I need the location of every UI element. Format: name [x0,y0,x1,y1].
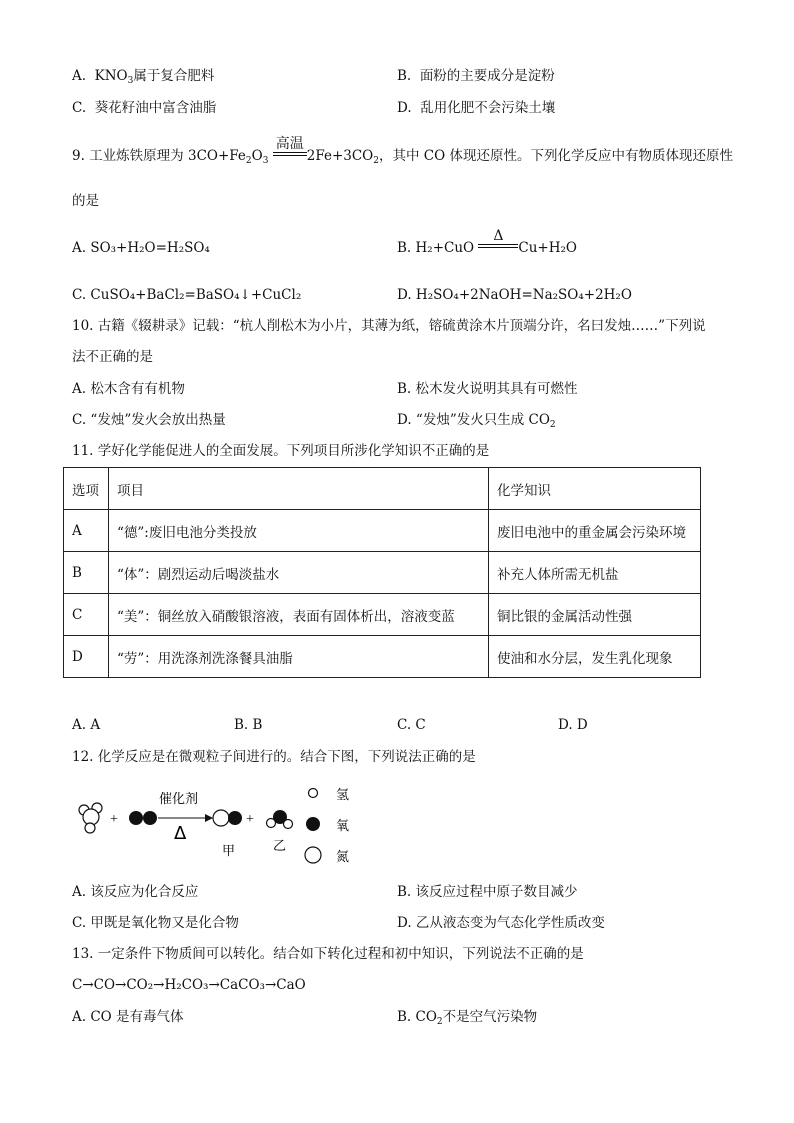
stem-text: ，其中 CO 体现还原性。下列化学反应中有物质体现还原性 [379,148,733,164]
table-row [64,636,701,678]
heat-symbol: Δ [174,823,187,844]
subscript: 2 [245,156,252,166]
stem-text: 2Fe+3CO [306,148,374,164]
q11-table [63,467,701,678]
label-yi: 乙 [273,838,287,853]
table-cell: B [64,552,109,594]
plus-sign: + [110,812,118,827]
legend-nitrogen-icon [305,847,321,863]
subscript: 2 [436,1017,443,1027]
table-cell: “体”：剧烈运动后喝淡盐水 [109,552,489,594]
product-yi-molecule [267,810,293,829]
option-label: A. [72,68,87,84]
q11-option-b: B. B [234,717,263,733]
q10-stem-continued: 法不正确的是 [72,349,153,365]
legend-oxygen-icon [306,817,320,831]
option-text: 不是空气污染物 [442,1009,538,1025]
option-label: D. [397,100,412,116]
q12-option-a: A. 该反应为化合反应 [72,884,199,900]
stem-text: 工业炼铁原理为 3CO+Fe [89,148,246,164]
label-jia: 甲 [222,843,236,858]
q11-option-c: C. C [397,717,426,733]
stem-text: O [251,148,263,164]
q10-stem: 10. 古籍《辍耕录》记载：“杭人削松木为小片，其薄为纸，镕硫黄涂木片顶端分许，名曰发烛……”下列说 [72,318,706,334]
subscript: 3 [127,76,134,86]
option-text: B. CO [397,1009,437,1025]
table-header: 选项 [64,468,109,510]
table-cell: D [64,636,109,678]
table-cell: 使油和水分层，发生乳化现象 [489,636,701,678]
q10-option-c: C. “发烛”发火会放出热量 [72,412,226,428]
option-text: D. “发烛”发火只生成 CO [397,412,550,428]
q8-option-c [72,99,216,117]
q9-option-a: A. SO₃+H₂O=H₂SO₄ [72,240,210,256]
question-number: 9. [72,148,85,164]
q10-option-d [397,411,556,429]
q12-option-b: B. 该反应过程中原子数目减少 [397,884,578,900]
q12-option-d: D. 乙从液态变为气态化学性质改变 [397,915,605,931]
subscript: 3 [262,156,269,166]
option-text: KNO [94,68,128,84]
catalyst-label: 催化剂 [159,791,199,806]
q12-option-c: C. 甲既是氧化物又是化合物 [72,915,239,931]
table-row [64,510,701,552]
table-header: 化学知识 [489,468,701,510]
q8-option-a [72,67,214,85]
equals-with-condition [478,228,518,252]
q9-option-c: C. CuSO₄+BaCl₂=BaSO₄↓+CuCl₂ [72,287,302,303]
q12-stem: 12. 化学反应是在微观粒子间进行的。结合下图，下列说法正确的是 [72,749,476,765]
table-header: 项目 [109,468,489,510]
q11-stem: 11. 学好化学能促进人的全面发展。下列项目所涉化学知识不正确的是 [72,443,490,459]
q9-stem-continued: 的是 [72,193,99,209]
table-cell: A [64,510,109,552]
q8-option-d [397,99,555,117]
table-cell: 铜比银的金属活动性强 [489,594,701,636]
table-cell: 补充人体所需无机盐 [489,552,701,594]
legend-oxygen-label: 氧 [336,818,350,833]
q13-option-a: A. CO 是有毒气体 [72,1009,184,1025]
table-cell: “劳”：用洗涤剂洗涤餐具油脂 [109,636,489,678]
legend-hydrogen-icon [309,789,318,798]
q11-option-a: A. A [72,717,101,733]
table-header-row [64,468,701,510]
option-label: C. [72,100,87,116]
q9-option-d: D. H₂SO₄+2NaOH=Na₂SO₄+2H₂O [397,287,632,303]
q11-option-d: D. D [558,717,588,733]
q10-option-b: B. 松木发火说明其具有可燃性 [397,381,578,397]
option-text: 面粉的主要成分是淀粉 [419,68,555,84]
option-text: Cu+H₂O [518,240,577,256]
q9-stem [72,136,733,166]
option-text: 葵花籽油中富含油脂 [94,100,217,116]
legend-hydrogen-label: 氢 [336,787,350,802]
subscript: 2 [373,156,379,166]
q8-option-b [397,67,555,85]
q13-transformation-chain: C→CO→CO₂→H₂CO₃→CaCO₃→CaO [72,977,306,993]
reaction-condition: Δ [493,228,504,244]
table-row [64,552,701,594]
reaction-condition: 高温 [275,136,304,152]
q9-option-b [397,228,577,257]
product-jia-molecule [213,810,242,826]
option-text: 乱用化肥不会污染土壤 [420,100,556,116]
plus-sign: + [246,812,254,827]
option-label: B. [397,68,412,84]
reaction-molecules [70,782,390,872]
table-cell: 废旧电池中的重金属会污染环境 [489,510,701,552]
table-cell: C [64,594,109,636]
option-text: B. H₂+CuO [397,240,475,256]
oxygen-molecule [129,811,157,825]
q13-stem: 13. 一定条件下物质间可以转化。结合如下转化过程和初中知识，下列说法不正确的是 [72,946,584,962]
q13-option-b [397,1008,537,1026]
subscript: 2 [549,420,556,430]
legend-nitrogen-label: 氮 [336,849,350,864]
reaction-diagram [70,782,390,872]
equals-with-condition [273,136,307,160]
option-text: 属于复合肥料 [133,68,215,84]
q10-option-a: A. 松木含有有机物 [72,381,185,397]
table-cell: “德”:废旧电池分类投放 [109,510,489,552]
ammonia-molecule [79,803,102,833]
table-row [64,594,701,636]
table-cell: “美”：铜丝放入硝酸银溶液，表面有固体析出，溶液变蓝 [109,594,489,636]
